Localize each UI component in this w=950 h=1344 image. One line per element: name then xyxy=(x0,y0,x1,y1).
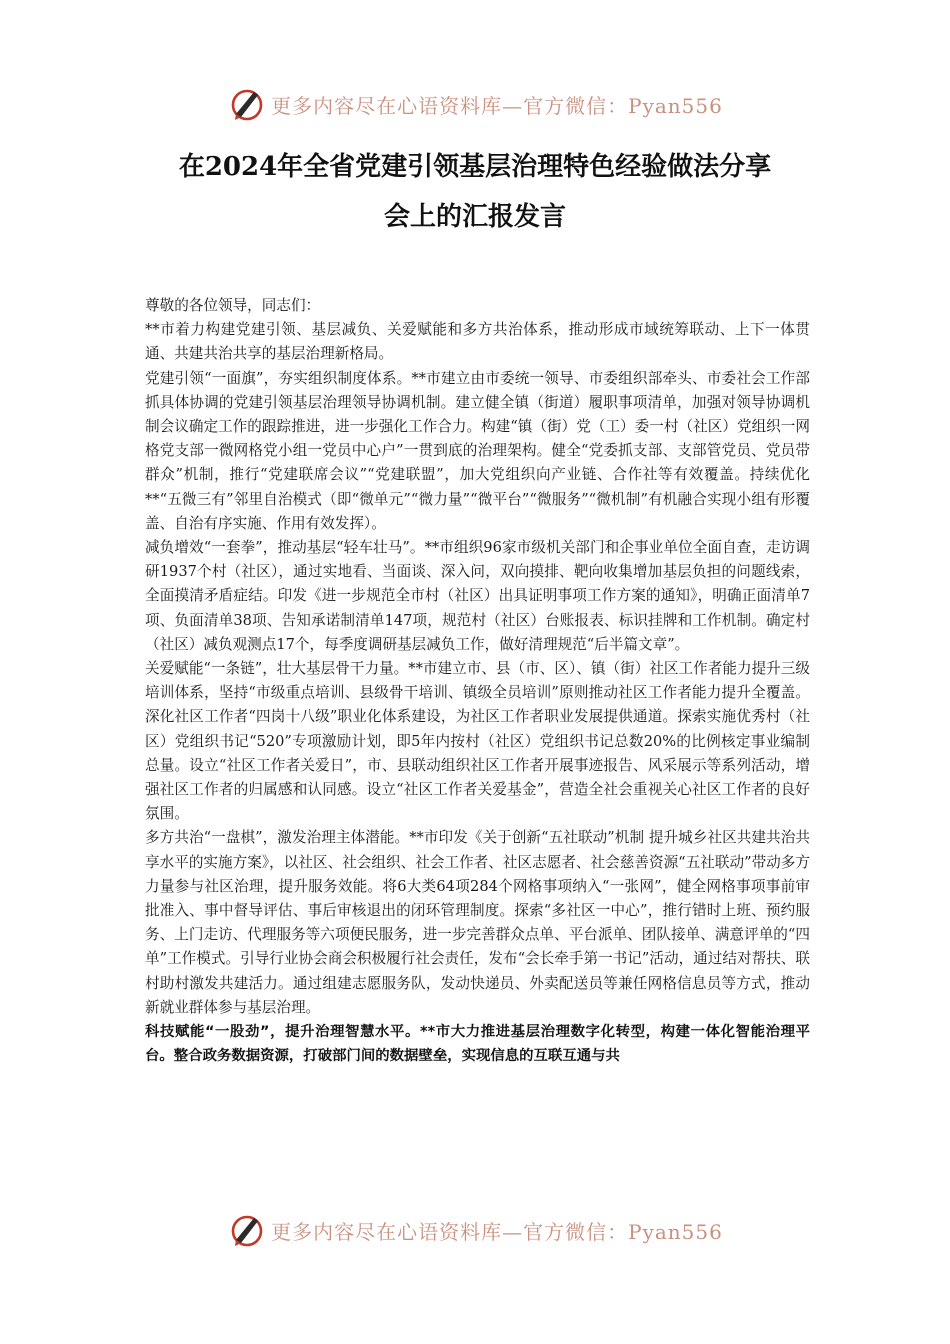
paragraph-care-empowerment: 关爱赋能“一条链”，壮大基层骨干力量。**市建立市、县（市、区）、镇（街）社区工作者能力提升三级培训体系，坚持“市级重点培训、县级骨干培训、镇级全员培训”原则推动社区工作者能力提升全覆盖。深化社区工作者“四岗十八级”职业化体系建设，为社区工作者职业发展提供通道。探索实施优秀村（社区）党组织书记“520”专项激励计划，即5年内按村（社区）党组织书记总数20%的比例核定事业编制总量。设立“社区工作者关爱日”，市、县联动组织社区工作者开展事迹报告、风采展示等系列活动，增强社区工作者的归属感和认同感。设立“社区工作者关爱基金”，营造全社会重视关心社区工作者的良好氛围。 xyxy=(145,660,810,823)
watermark-text: 更多内容尽在心语资料库—官方微信：Pyan556 xyxy=(271,93,723,118)
paragraph-burden-reduction: 减负增效“一套拳”，推动基层“轻车壮马”。**市组织96家市级机关部门和企事业单位全面自查，走访调研1937个村（社区），通过实地看、当面谈、深入问，双向摸排、靶向收集增加基层负担的问题线索，全面摸清矛盾症结。印发《进一步规范全市村（社区）出具证明事项工作方案的通知》，明确正面清单7项、负面清单38项、告知承诺制清单147项，规范村（社区）台账报表、标识挂牌和工作机制。确定村（社区）减负观测点17个，每季度调研基层减负工作，做好清理规范“后半篇文章”。 xyxy=(145,539,810,653)
title-line-2: 会上的汇报发言 xyxy=(383,202,566,232)
document-title xyxy=(120,142,830,242)
title-line-1: 在2024年全省党建引领基层治理特色经验做法分享 xyxy=(178,152,772,182)
salutation: 尊敬的各位领导，同志们： xyxy=(145,297,321,314)
paragraph-intro: **市着力构建党建引领、基层减负、关爱赋能和多方共治体系，推动形成市域统筹联动、上下一体贯通、共建共治共享的基层治理新格局。 xyxy=(145,321,810,363)
paragraph-co-governance: 多方共治“一盘棋”，激发治理主体潜能。**市印发《关于创新“五社联动”机制 提升城乡社区共建共治共享水平的实施方案》，以社区、社会组织、社会工作者、社区志愿者、社会慈善资源“五社联动”带动多方力量参与社区治理，提升服务效能。将6大类64项284个网格事项纳入“一张网”，健全网格事项事前审批准入、事中督导评估、事后审核退出的闭环管理制度。探索“多社区一中心”，推行错时上班、预约服务、上门走访、代理服务等六项便民服务，进一步完善群众点单、平台派单、团队接单、满意评单的“四单”工作模式。引导行业协会商会积极履行社会责任，发布“会长牵手第一书记”活动，通过结对帮扶、联村助村激发共建活力。通过组建志愿服务队，发动快递员、外卖配送员等兼任网格信息员等方式，推动新就业群体参与基层治理。 xyxy=(145,829,810,1016)
pen-circle-logo-icon xyxy=(227,84,267,124)
document-body xyxy=(145,294,810,1068)
paragraph-party-building: 党建引领“一面旗”，夯实组织制度体系。**市建立由市委统一领导、市委组织部牵头、市委社会工作部抓具体协调的党建引领基层治理领导协调机制。建立健全镇（街道）履职事项清单，加强对领导协调机制会议确定工作的跟踪推进，进一步强化工作合力。构建“镇（街）党（工）委一村（社区）党组织一网格党支部一微网格党小组一党员中心户”一贯到底的治理架构。健全“党委抓支部、支部管党员、党员带群众”机制，推行“党建联席会议”“党建联盟”，加大党组织向产业链、合作社等有效覆盖。持续优化**“五微三有”邻里自治模式（即“微单元”“微力量”“微平台”“微服务”“微机制”有机融合实现小组有形覆盖、自治有序实施、作用有效发挥）。 xyxy=(145,369,810,532)
watermark-text: 更多内容尽在心语资料库—官方微信：Pyan556 xyxy=(271,1219,723,1244)
watermark-banner-top xyxy=(0,82,950,126)
pen-circle-logo-icon xyxy=(227,1210,267,1250)
paragraph-technology: 科技赋能“一股劲”，提升治理智慧水平。**市大力推进基层治理数字化转型，构建一体化智能治理平台。整合政务数据资源，打破部门间的数据壁垒，实现信息的互联互通与共 xyxy=(145,1024,810,1065)
watermark-banner-bottom xyxy=(0,1208,950,1252)
